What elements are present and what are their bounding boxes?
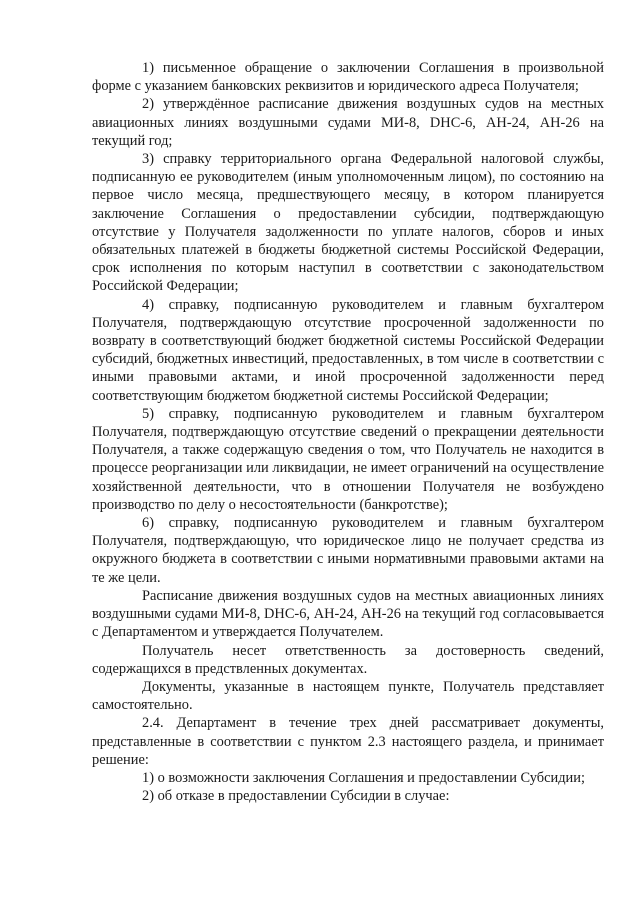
self-submission-paragraph: Документы, указанные в настоящем пункте, Получатель представляет самостоятельно. xyxy=(92,678,604,714)
paragraph-item-5: 5) справку, подписанную руководителем и главным бухгалтером Получателя, подтверждающую отсутствие сведений о прекращении деятельности Получателя, а также содержащую сведения о том, что Получатель не находится в процессе реорганизации или ликвидации, не имеет ограничений на осуществление хозяйственной деятельности, что в отношении Получателя не возбуждено производство по делу о несостоятельности (банкротстве); xyxy=(92,405,604,513)
paragraph-item-2: 2) утверждённое расписание движения воздушных судов на местных авиационных линиях воздушными судами МИ-8, DHC-6, АН-24, АН-26 на текущий год; xyxy=(92,96,604,149)
document-page xyxy=(92,59,604,805)
decision-option-2: 2) об отказе в предоставлении Субсидии в случае: xyxy=(142,788,450,805)
responsibility-paragraph: Получатель несет ответственность за достоверность сведений, содержащихся в предствленных документах. xyxy=(92,642,604,677)
paragraph-item-4: 4) справку, подписанную руководителем и главным бухгалтером Получателя, подтверждающую отсутствие просроченной задолженности по возврату в соответствующий бюджет бюджетной системы Российской Федерации субсидий, бюджетных инвестиций, предоставленных, в том числе в соответствии с иными правовыми актами, и иной просроченной задолженности перед соответствующим бюджетом бюджетной системы Российской Федерации; xyxy=(92,296,604,404)
clause-2-4-paragraph: 2.4. Департамент в течение трех дней рассматривает документы, представленные в соответствии с пунктом 2.3 настоящего раздела, и принимает решение: xyxy=(92,715,604,768)
decision-option-1: 1) о возможности заключения Соглашения и предоставлении Субсидии; xyxy=(142,769,585,786)
schedule-approval-paragraph: Расписание движения воздушных судов на местных авиационных линиях воздушными судами МИ-8, DHC-6, АН-24, АН-26 на текущий год согласовывается с Департаментом и утверждается Получателем. xyxy=(92,587,604,641)
paragraph-item-6: 6) справку, подписанную руководителем и главным бухгалтером Получателя, подтверждающую, что юридическое лицо не получает средства из окружного бюджета в соответствии с иными нормативными правовыми актами на те же цели. xyxy=(92,515,604,586)
paragraph-item-1: 1) письменное обращение о заключении Соглашения в произвольной форме с указанием банковских реквизитов и юридического адреса Получателя; xyxy=(92,60,604,95)
paragraph-item-3: 3) справку территориального органа Федеральной налоговой службы, подписанную ее руководителем (иным уполномоченным лицом), по состоянию на первое число месяца, предшествующего месяцу, в котором планируется заключение Соглашения о предоставлении субсидии, подтверждающую отсутствие у Получателя задолженности по уплате налогов, сборов и иных обязательных платежей в бюджеты бюджетной системы Российской Федерации, срок исполнения по которым наступил в соответствии с законодательством Российской Федерации; xyxy=(92,151,604,295)
